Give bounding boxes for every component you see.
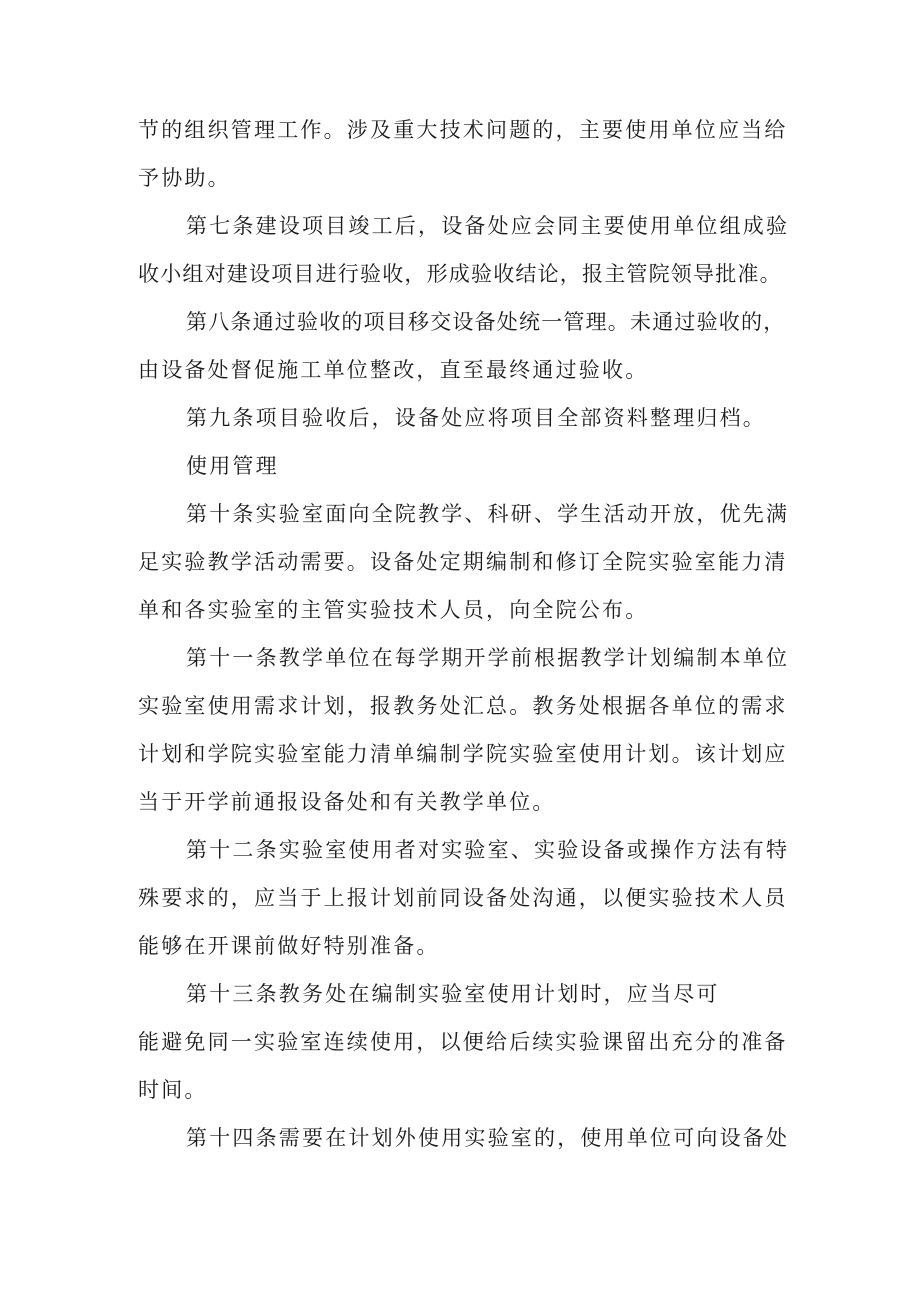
paragraph-line: 予协助。 — [138, 166, 231, 190]
paragraph-line: 由设备处督促施工单位整改，直至最终通过验收。 — [138, 358, 649, 382]
paragraph-line: 第十二条实验室使用者对实验室、实验设备或操作方法有特 — [186, 838, 790, 862]
paragraph-line: 第十三条教务处在编制实验室使用计划时，应当尽可 — [186, 982, 720, 1006]
paragraph-line: 能够在开课前做好特别准备。 — [138, 934, 440, 958]
paragraph-line: 第十四条需要在计划外使用实验室的，使用单位可向设备处 — [186, 1126, 790, 1150]
paragraph-line: 收小组对建设项目进行验收，形成验收结论，报主管院领导批准。 — [138, 262, 782, 286]
paragraph-line: 第八条通过验收的项目移交设备处统一管理。未通过验收的， — [186, 310, 786, 334]
paragraph-line: 第七条建设项目竣工后，设备处应会同主要使用单位组成验 — [186, 214, 790, 238]
paragraph-line: 计划和学院实验室能力清单编制学院实验室使用计划。该计划应 — [138, 742, 788, 766]
paragraph-line: 单和各实验室的主管实验技术人员，向全院公布。 — [138, 598, 649, 622]
paragraph-line: 节的组织管理工作。涉及重大技术问题的，主要使用单位应当给 — [138, 118, 788, 142]
paragraph-line: 当于开学前通报设备处和有关教学单位。 — [138, 790, 556, 814]
paragraph-line: 第九条项目验收后，设备处应将项目全部资料整理归档。 — [186, 406, 766, 430]
paragraph-line: 实验室使用需求计划，报教务处汇总。教务处根据各单位的需求 — [138, 694, 788, 718]
document-body — [138, 112, 794, 1157]
paragraph-line: 殊要求的，应当于上报计划前同设备处沟通，以便实验技术人员 — [138, 886, 788, 910]
paragraph-line: 时间。 — [138, 1078, 208, 1102]
paragraph-line: 能避免同一实验室连续使用，以便给后续实验课留出充分的准备 — [138, 1030, 788, 1054]
paragraph-line: 足实验教学活动需要。设备处定期编制和修订全院实验室能力清 — [138, 550, 788, 574]
paragraph-line: 第十条实验室面向全院教学、科研、学生活动开放，优先满 — [186, 502, 790, 526]
section-heading: 使用管理 — [186, 454, 279, 478]
paragraph-line: 第十一条教学单位在每学期开学前根据教学计划编制本单位 — [186, 646, 790, 670]
